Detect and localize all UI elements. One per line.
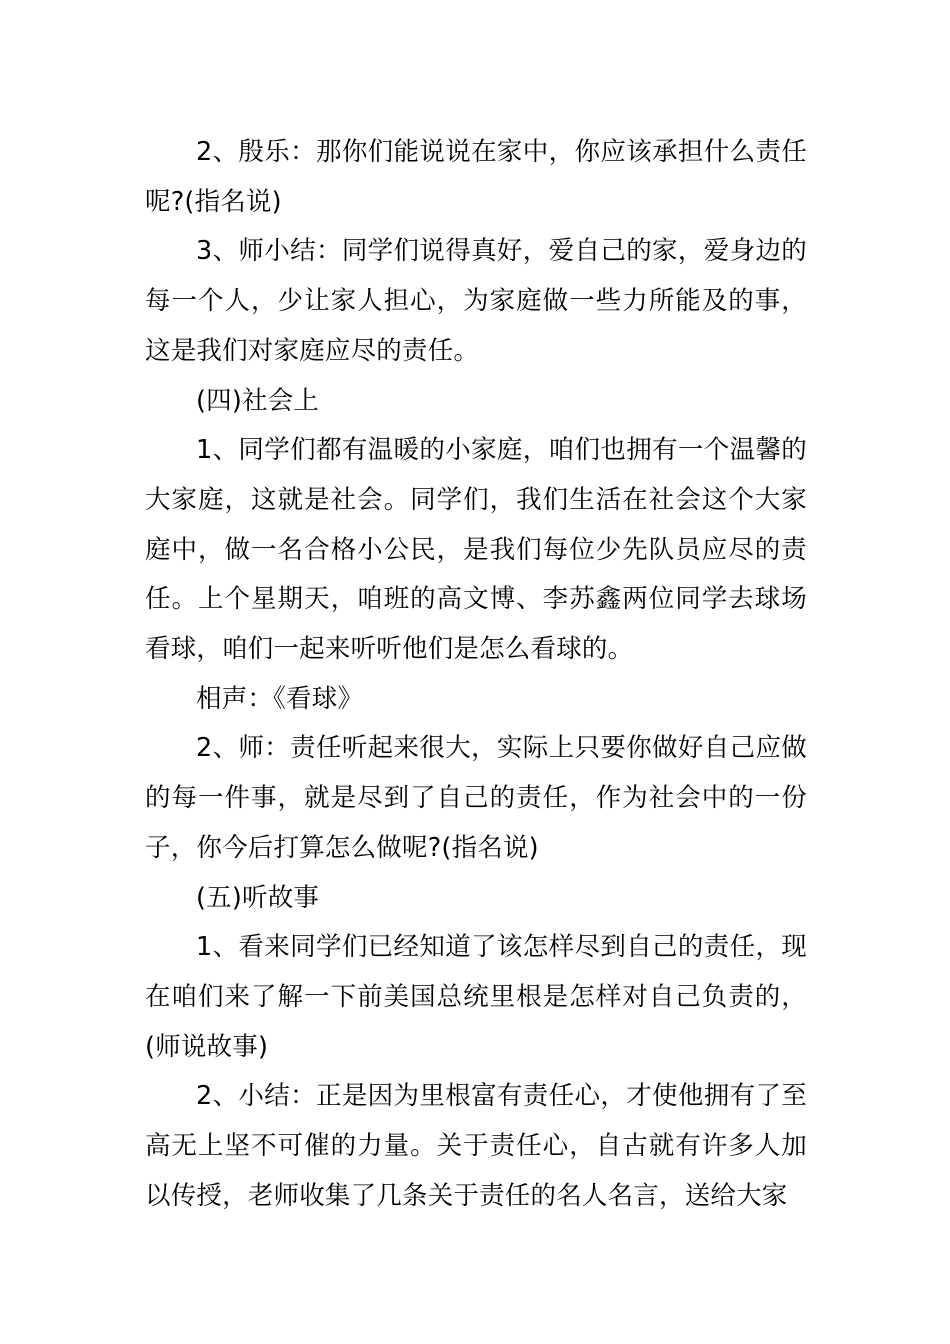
paragraph-crosstalk-title: 相声：《看球》 [196,683,364,714]
document-body [145,128,807,1221]
section-heading-society: (四)社会上 [196,385,320,416]
paragraph-family-responsibility-question: 2、殷乐：那你们能说说在家中，你应该承担什么责任呢?(指名说) [145,137,807,217]
section-heading-story: (五)听故事 [196,882,320,913]
paragraph-teacher-summary-family: 3、师小结：同学们说得真好，爱自己的家，爱身边的每一个人，少让家人担心，为家庭做一些力所能及的事，这是我们对家庭应尽的责任。 [145,236,807,366]
paragraph-reagan-story: 1、看来同学们已经知道了该怎样尽到自己的责任，现在咱们来了解一下前美国总统里根是怎样对自己负责的，(师说故事) [145,932,807,1062]
paragraph-summary-quotes: 2、小结：正是因为里根富有责任心，才使他拥有了至高无上坚不可催的力量。关于责任心，自古就有许多人加以传授，老师收集了几条关于责任的名人名言，送给大家 [145,1081,807,1211]
paragraph-teacher-society-question: 2、师：责任听起来很大，实际上只要你做好自己应做的每一件事，就是尽到了自己的责任，作为社会中的一份子，你今后打算怎么做呢?(指名说) [145,733,807,863]
paragraph-society-introduction: 1、同学们都有温暖的小家庭，咱们也拥有一个温馨的大家庭，这就是社会。同学们，我们生活在社会这个大家庭中，做一名合格小公民，是我们每位少先队员应尽的责任。上个星期天，咱班的高文博、李苏鑫两位同学去球场看球，咱们一起来听听他们是怎么看球的。 [145,435,807,665]
